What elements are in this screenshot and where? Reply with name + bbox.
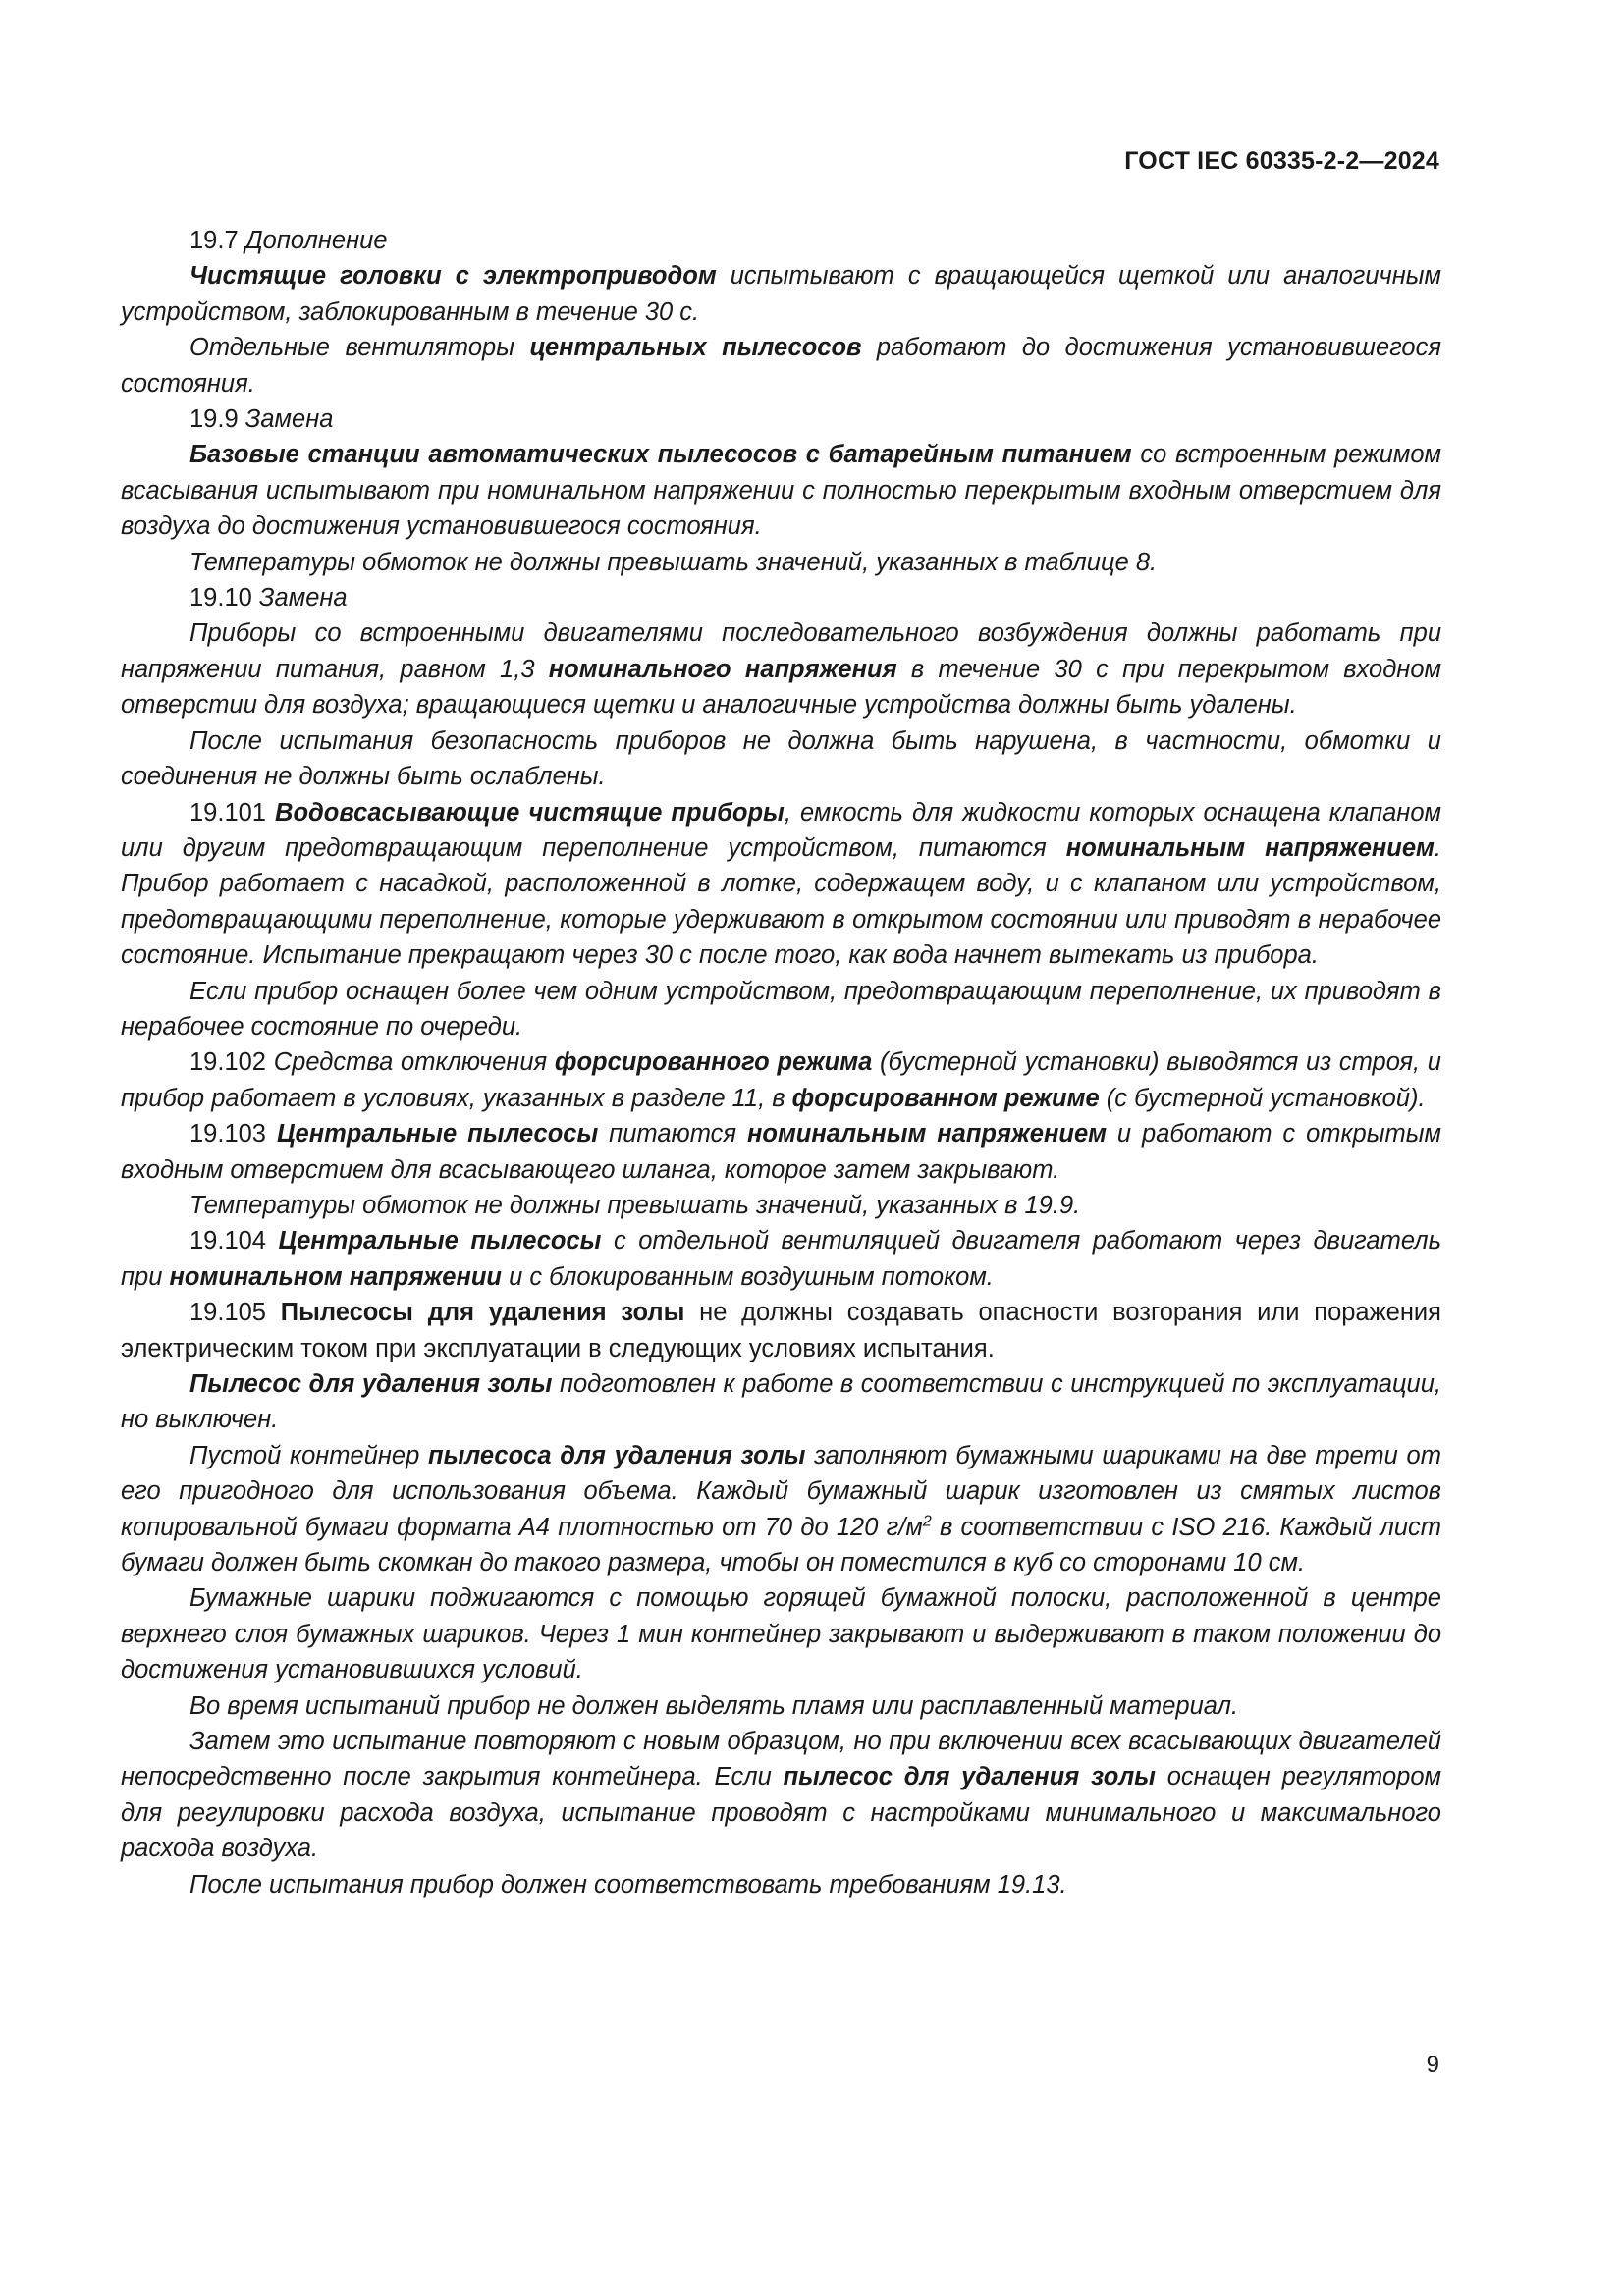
defined-term: номинальным напряжением: [746, 1120, 1107, 1148]
paragraph: [121, 1366, 1441, 1438]
paragraph-text: работают до достижения установившегося состояния.: [121, 334, 1441, 398]
defined-term: пылесос для удаления золы: [783, 1763, 1156, 1791]
clause-number: 19.103: [189, 1120, 277, 1148]
page-number: 9: [1426, 2052, 1439, 2078]
paragraph-text: Температуры обмоток не должны превышать значений, указанных в таблице 8.: [189, 548, 1158, 576]
paragraph-text: и с блокированным воздушным потоком.: [502, 1262, 994, 1291]
clause-number: 19.7: [189, 227, 245, 254]
clause-number: 19.10: [189, 584, 259, 613]
paragraph-text: заполняют бумажными шариками на две трети от его пригодного для использования объема. Каждый бумажный шарик изготовлен из смятых листов копировальной бумаги формата А4 плотностью от 70 до 120 г/м: [121, 1441, 1441, 1541]
paragraph-text: подготовлен к работе в соответствии с инструкцией по эксплуатации, но выключен.: [121, 1370, 1441, 1434]
clause-number: 19.105: [189, 1299, 281, 1327]
paragraph-text: , емкость для жидкости которых оснащена клапаном или другим предотвращающим переполнение устройством, питаются: [121, 798, 1442, 862]
paragraph-text: . Прибор работает с насадкой, расположенной в лотке, содержащем воду, и с клапаном или устройством, предотвращающими переполнение, которые удерживают в открытом состоянии или приводят в нерабочее состояние. Испытание прекращают через 30 с после того, как вода начнет вытекать из прибора.: [121, 833, 1441, 970]
paragraph-text: с отдельной вентиляцией двигателя работают через двигатель при: [121, 1227, 1441, 1291]
defined-term: Пылесос для удаления золы: [189, 1370, 553, 1398]
defined-term: пылесоса для удаления золы: [428, 1441, 806, 1469]
clause-modifier: Замена: [258, 584, 348, 613]
paragraph-text: Пустой контейнер: [189, 1441, 429, 1469]
paragraph: [121, 1580, 1441, 1687]
defined-term: номинального напряжения: [548, 655, 897, 683]
paragraph: [121, 1867, 1441, 1902]
clause-number: 19.102: [189, 1048, 274, 1077]
paragraph: [121, 437, 1441, 544]
paragraph: [121, 1188, 1441, 1223]
clause-19-9-heading: [121, 401, 1441, 437]
defined-term: номинальным напряжением: [1065, 833, 1435, 862]
clause-19-104: [121, 1223, 1441, 1295]
paragraph-text: Температуры обмоток не должны превышать значений, указанных в 19.9.: [189, 1191, 1081, 1219]
defined-term: Базовые станции автоматических пылесосов с батарейным питанием: [189, 441, 1132, 469]
defined-term: форсированном режиме: [791, 1084, 1100, 1112]
clause-19-101: [121, 795, 1441, 974]
paragraph: [121, 615, 1441, 722]
defined-term: номинальном напряжении: [169, 1262, 502, 1291]
paragraph-text: Во время испытаний прибор не должен выделять пламя или расплавленный материал.: [189, 1691, 1239, 1720]
clause-19-105: [121, 1295, 1441, 1366]
clause-number: 19.101: [189, 798, 276, 827]
paragraph-text: испытывают с вращающейся щеткой или аналогичным устройством, заблокированным в течение 30 с.: [121, 262, 1441, 326]
paragraph-text: Если прибор оснащен более чем одним устройством, предотвращающим переполнение, их приводят в нерабочее состояние по очереди.: [121, 977, 1441, 1041]
defined-term: центральных пылесосов: [529, 334, 862, 362]
document-body: [121, 223, 1441, 1902]
paragraph-text: и работают с открытым входным отверстием для всасывающего шланга, которое затем закрывают.: [121, 1120, 1441, 1184]
paragraph-text: Бумажные шарики поджигаются с помощью горящей бумажной полоски, расположенной в центре верхнего слоя бумажных шариков. Через 1 мин контейнер закрывают и выдерживают в таком положении до достижения установившихся условий.: [121, 1584, 1441, 1684]
superscript: 2: [922, 1513, 932, 1530]
paragraph-text: (бустерной установки) выводятся из строя, и прибор работает в условиях, указанных в разделе 11, в: [121, 1048, 1441, 1112]
paragraph-text: Отдельные вентиляторы: [189, 334, 530, 362]
paragraph: [121, 545, 1441, 580]
clause-19-102: [121, 1044, 1441, 1116]
clause-number: 19.9: [189, 405, 245, 434]
paragraph: [121, 1438, 1441, 1581]
clause-number: 19.104: [189, 1227, 279, 1255]
paragraph: [121, 723, 1441, 795]
paragraph-text: Средства отключения: [273, 1048, 555, 1077]
defined-term: Чистящие головки с электроприводом: [189, 262, 717, 291]
paragraph-text: оснащен регулятором для регулировки расхода воздуха, испытание проводят с настройками минимального и максимального расхода воздуха.: [121, 1763, 1441, 1863]
clause-19-7-heading: [121, 223, 1441, 258]
paragraph-text: После испытания прибор должен соответствовать требованиям 19.13.: [189, 1870, 1067, 1898]
paragraph: [121, 330, 1441, 401]
paragraph-text: со встроенным режимом всасывания испытывают при номинальном напряжении с полностью перекрытым входным отверстием для воздуха до достижения установившегося состояния.: [121, 441, 1441, 541]
paragraph: [121, 1724, 1441, 1867]
paragraph-text: После испытания безопасность приборов не должна быть нарушена, в частности, обмотки и соединения не должны быть ослаблены.: [121, 726, 1441, 791]
defined-term: Водовсасывающие чистящие приборы: [275, 798, 785, 827]
clause-19-10-heading: [121, 580, 1441, 615]
paragraph-text: Затем это испытание повторяют с новым образцом, но при включении всех всасывающих двигателей непосредственно после закрытия контейнера. Если: [121, 1728, 1441, 1791]
clause-19-103: [121, 1116, 1441, 1188]
defined-term: Пылесосы для удаления золы: [280, 1299, 685, 1327]
paragraph-text: в течение 30 с при перекрытом входном отверстии для воздуха; вращающиеся щетки и аналогичные устройства должны быть удалены.: [121, 655, 1441, 720]
defined-term: Центральные пылесосы: [276, 1120, 599, 1148]
paragraph: [121, 258, 1441, 330]
paragraph: [121, 1688, 1441, 1724]
defined-term: Центральные пылесосы: [278, 1227, 602, 1255]
paragraph-text: (с бустерной установкой).: [1099, 1084, 1426, 1112]
clause-modifier: Дополнение: [244, 227, 388, 254]
clause-modifier: Замена: [244, 405, 334, 434]
defined-term: форсированного режима: [554, 1048, 873, 1077]
paragraph-text: Приборы со встроенными двигателями последовательного возбуждения должны работать при напряжении питания, равном 1,3: [121, 619, 1441, 683]
paragraph-text: питаются: [598, 1120, 747, 1148]
paragraph: [121, 974, 1441, 1045]
paragraph-text: в соответствии с ISO 216. Каждый лист бумаги должен быть скомкан до такого размера, чтобы он поместился в куб со сторонами 10 см.: [121, 1513, 1442, 1577]
document-header: ГОСТ IEC 60335-2-2—2024: [1124, 147, 1439, 175]
paragraph-text: не должны создавать опасности возгорания или поражения электрическим током при эксплуатации в следующих условиях испытания.: [121, 1299, 1441, 1362]
